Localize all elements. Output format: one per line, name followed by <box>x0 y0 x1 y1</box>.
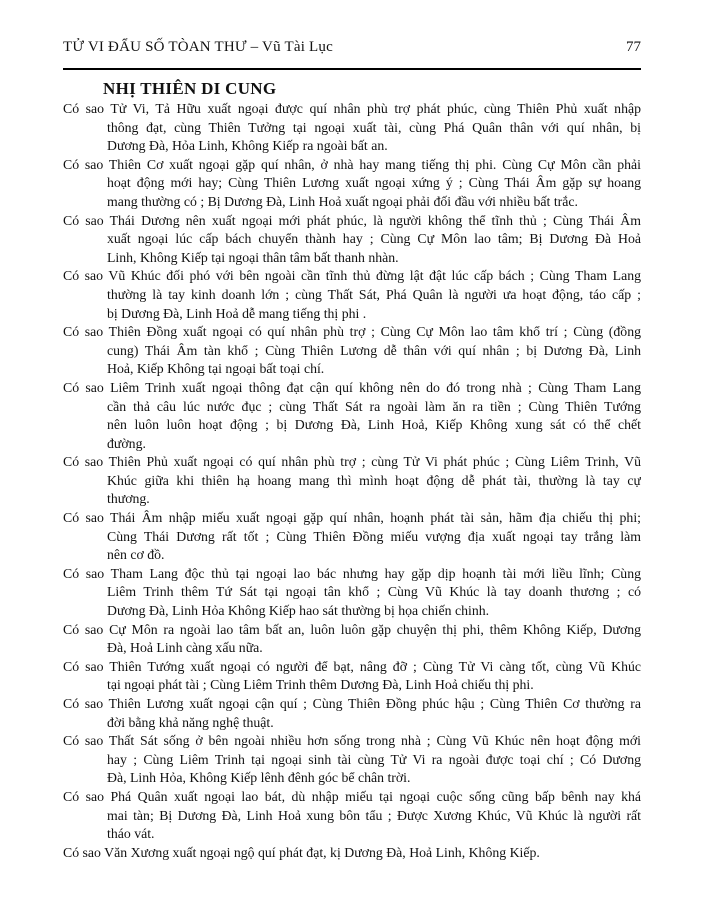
book-title: TỬ VI ĐẨU SỐ TÒAN THƯ – Vũ Tài Lục <box>63 39 333 55</box>
paragraph <box>63 788 641 844</box>
page-header <box>63 38 641 57</box>
paragraph-line: cần thả câu lúc nước đục ; cùng Thất Sát ra ngoài làm ăn ra tiền ; Cùng Thiên Tướng <box>107 398 641 414</box>
paragraph-line: Cùng Thái Dương rất tốt ; Cùng Thiên Đồng miếu vượng địa xuất ngoại tay trắng làm <box>107 528 641 544</box>
paragraph-line: Có sao Thiên Lương xuất ngoại cận quí ; Cùng Thiên Đồng phúc hậu ; Cùng Thiên Cơ thường ra <box>63 696 641 711</box>
paragraph-line: Có sao Liêm Trinh xuất ngoại thông đạt cận quí không nên do đó trong nhà ; Cùng Tham Lang <box>63 379 641 395</box>
paragraph <box>63 621 641 658</box>
page-number: 77 <box>626 39 641 55</box>
paragraph-line: Có sao Thiên Phủ xuất ngoại có quí nhân phù trợ ; cùng Tử Vi phát phúc ; Cùng Liêm Trinh, Vũ <box>63 454 641 470</box>
paragraph-line: tại ngoại phát tài ; Cùng Liêm Trinh thêm Dương Đà, Linh Hoả chiếu thị phi. <box>107 677 534 693</box>
paragraph-line: Có sao Thiên Đồng xuất ngoại có quí nhân phù trợ ; Cùng Cự Môn lao tâm khổ trí ; Cùng (đồng <box>63 324 641 340</box>
paragraph-line: Có sao Thái Âm nhập miếu xuất ngoại gặp quí nhân, hoạnh phát tài sản, hãm địa chiếu thị phi; <box>63 510 641 526</box>
paragraph-line: cung) Thái Âm tàn khổ ; Cùng Thiên Lương dễ thân với quí nhân ; bị Dương Đà, Linh <box>107 342 641 358</box>
paragraph <box>63 509 641 565</box>
paragraph <box>63 453 641 509</box>
paragraph-line: Khúc giữa khi thiên hạ hoang mang thì mình hoạt động dễ phát tài, thường là tay cự <box>107 472 641 488</box>
header-rule <box>63 68 641 70</box>
paragraph-line: hoạt động mới hay; Cùng Thiên Lương xuất ngoại xứng ý ; Cùng Thái Âm gặp sự hoang <box>107 175 641 191</box>
paragraph <box>63 323 641 379</box>
paragraph <box>63 695 641 732</box>
paragraph-line: Có sao Phá Quân xuất ngoại lao bát, dù nhập miếu tại ngoại cuộc sống cũng bấp bênh nay khá <box>63 788 641 804</box>
paragraph <box>63 844 641 863</box>
paragraph-line: Đà, Linh Hỏa, Không Kiếp lênh đênh góc bể chân trời. <box>107 770 411 786</box>
paragraph-line: Có sao Thiên Tướng xuất ngoại có người để bạt, nâng đỡ ; Cùng Tử Vi càng tốt, cùng Vũ Khúc <box>63 658 641 674</box>
paragraph-line: Có sao Văn Xương xuất ngoại ngộ quí phát đạt, kị Dương Đà, Hoả Linh, Không Kiếp. <box>63 844 540 860</box>
paragraph-line: Linh, Không Kiếp tại ngoại thân tâm bất thanh nhàn. <box>107 249 399 265</box>
paragraph-line: Đà, Hoả Linh càng xấu nữa. <box>107 640 263 656</box>
body-text <box>63 100 641 862</box>
paragraph-line: tháo vát. <box>107 826 155 842</box>
paragraph-line: Có sao Tử Vi, Tả Hữu xuất ngoại được quí nhân phù trợ phát phúc, cùng Thiên Phủ xuất nhập <box>63 101 641 116</box>
paragraph-line: bị Dương Đà, Linh Hoả dễ mang tiếng thị phi . <box>107 305 367 321</box>
paragraph-line: thương. <box>107 491 150 507</box>
paragraph-line: đường. <box>107 435 146 451</box>
paragraph <box>63 156 641 212</box>
paragraph <box>63 379 641 453</box>
paragraph-line: đời bằng khả năng nghệ thuật. <box>107 714 274 730</box>
paragraph-line: Có sao Thái Dương nên xuất ngoại mới phát phúc, là người không thể tĩnh thủ ; Cùng Thái Âm <box>63 212 641 228</box>
paragraph-line: thông đạt, cùng Thiên Tưởng tại ngoại xuất tài, cùng Phá Quân thân với quí nhân, bị <box>107 119 641 135</box>
paragraph <box>63 267 641 323</box>
section-title: NHỊ THIÊN DI CUNG <box>103 79 277 98</box>
paragraph-line: mai tàn; Bị Dương Đà, Linh Hoả xung bôn tẩu ; Được Xương Khúc, Vũ Khúc là người rất <box>107 807 641 823</box>
paragraph <box>63 732 641 788</box>
paragraph <box>63 212 641 268</box>
paragraph-line: Có sao Tham Lang độc thủ tại ngoại lao bác nhưng hay gặp dịp hoạnh tài mới liều lĩnh; Cùng <box>63 565 641 581</box>
paragraph-line: nên cơ đồ. <box>107 547 165 563</box>
paragraph-line: hay ; Cùng Liêm Trinh tại ngoại sinh tài cùng Tử Vi ra ngoài được toại chí ; Có Dương <box>107 751 641 767</box>
paragraph-line: Dương Đà, Linh Hỏa Không Kiếp hao sát thường bị họa chiến chinh. <box>107 603 490 619</box>
paragraph-line: Có sao Cự Môn ra ngoài lao tâm bất an, luôn luôn gặp chuyện thị phi, thêm Không Kiếp, Dương <box>63 621 641 637</box>
paragraph <box>63 100 641 156</box>
paragraph-line: thường là tay kinh doanh lớn ; cùng Thất Sát, Phá Quân là người ưa hoạt động, táo cấp ; <box>107 286 641 302</box>
paragraph <box>63 565 641 621</box>
paragraph-line: Có sao Thất Sát sống ở bên ngoài nhiều hơn sống trong nhà ; Cùng Vũ Khúc nên hoạt động mới <box>63 733 641 749</box>
paragraph-line: Có sao Thiên Cơ xuất ngoại gặp quí nhân, ở nhà hay mang tiếng thị phi. Cùng Cự Môn cần phải <box>63 156 641 172</box>
paragraph-line: Có sao Vũ Khúc đối phó với bên ngoài cần tĩnh thủ đừng lật đật lúc cấp bách ; Cùng Tham Lang <box>63 268 641 284</box>
paragraph-line: Liêm Trinh thêm Tứ Sát tại ngoại tân khổ ; Cùng Vũ Khúc là tay doanh thương ; có <box>107 584 641 600</box>
paragraph-line: mang thường có ; Bị Dương Đà, Linh Hoả xuất ngoại phải đối đầu với nhiều bất trắc. <box>107 193 578 209</box>
paragraph-line: xuất ngoại lúc cấp bách chuyển thành hay ; Cùng Cự Môn lao tâm; Bị Dương Đà Hoả <box>107 231 641 247</box>
paragraph-line: Hoả, Kiếp Không tại ngoại bất toại chí. <box>107 361 325 377</box>
paragraph-line: nên luôn luôn hoạt động ; bị Dương Đà, Linh Hoả, Kiếp Không xung sát có thể chết <box>107 417 641 433</box>
paragraph-line: Dương Đà, Hỏa Linh, Không Kiếp ra ngoài bất an. <box>107 138 388 154</box>
paragraph <box>63 658 641 695</box>
